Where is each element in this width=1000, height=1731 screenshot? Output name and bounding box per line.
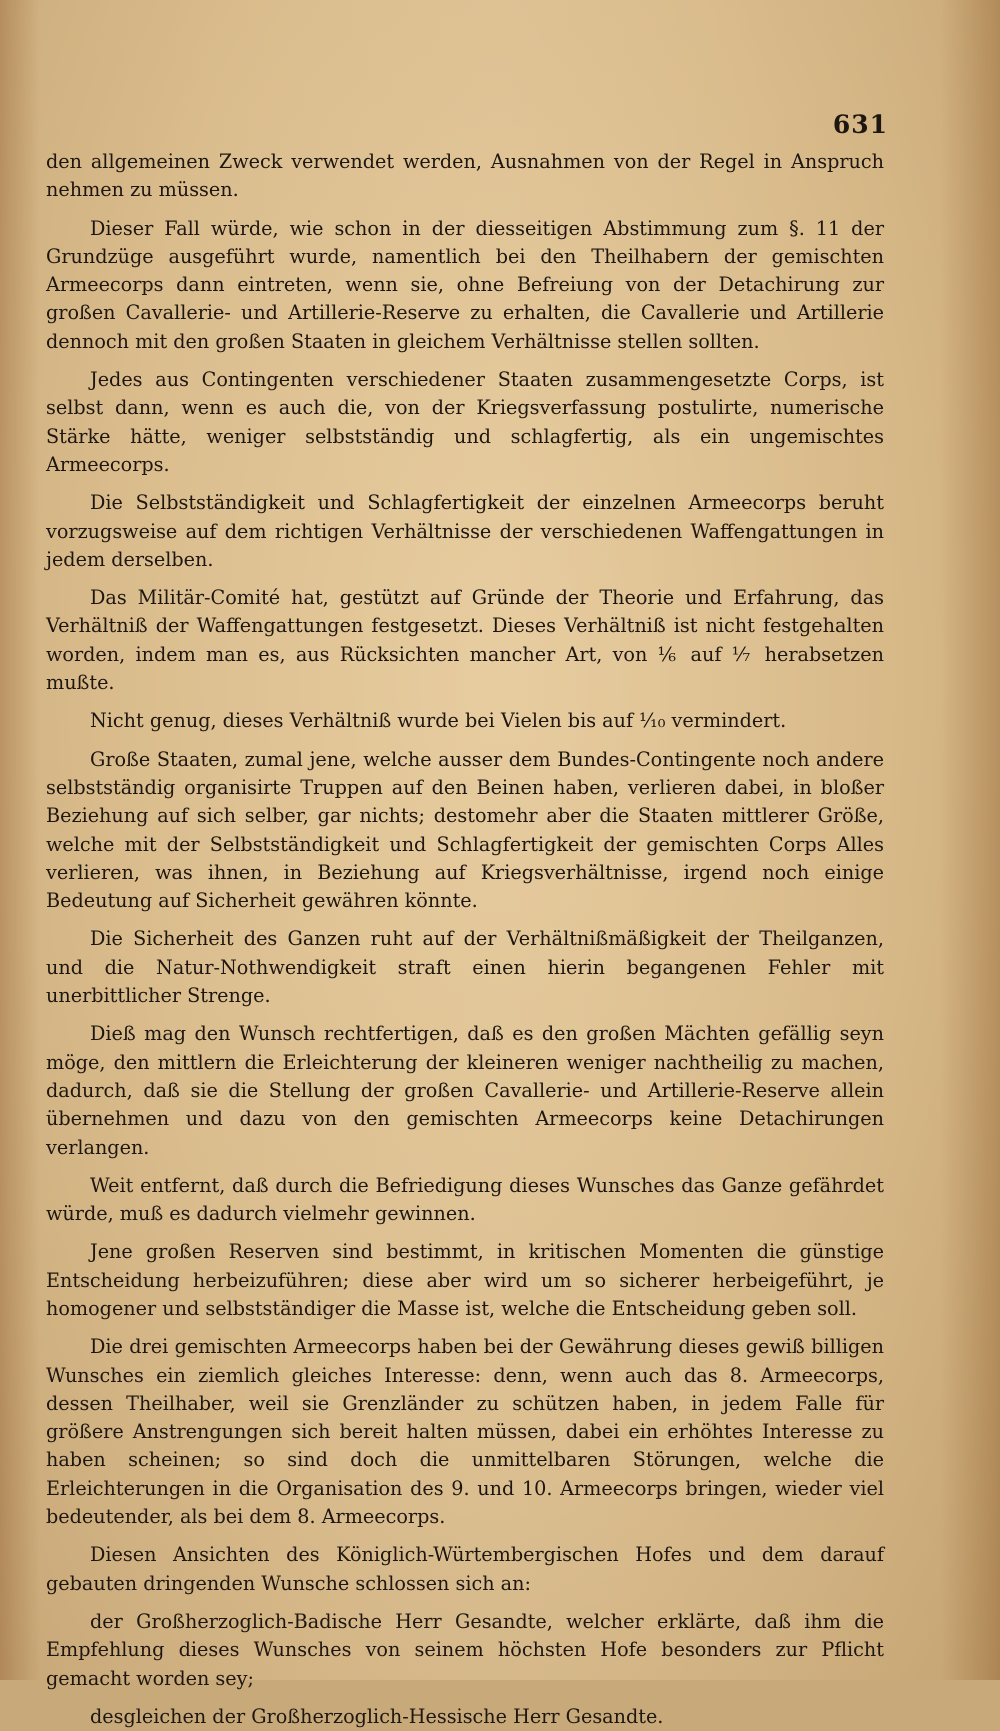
paragraph: Weit entfernt, daß durch die Befriedigung dieses Wunsches das Ganze gefährdet würde, muß es dadurch vielmehr gewinnen.	[46, 1173, 884, 1226]
paragraph: der Großherzoglich-Badische Herr Gesandte, welcher erklärte, daß ihm die Empfehlung dieses Wunsches von seinem höchsten Hofe besonders zur Pflicht gemacht worden sey;	[46, 1609, 884, 1690]
paragraph: Jedes aus Contingenten verschiedener Staaten zusammengesetzte Corps, ist selbst dann, wenn es auch die, von der Kriegsverfassung postulirte, numerische Stärke hätte, weniger selbstständig und schlagfertig, als ein ungemischtes Armeecorps.	[46, 368, 884, 476]
paragraph: Dieß mag den Wunsch rechtfertigen, daß es den großen Mächten gefällig seyn möge, den mittlern die Erleichterung der kleineren weniger nachtheilig zu machen, dadurch, daß sie die Stellung der großen Cavallerie- und Artillerie-Reserve allein übernehmen und dazu von den gemischten Armeecorps keine Detachirungen verlangen.	[46, 1022, 884, 1159]
paragraph: Jene großen Reserven sind bestimmt, in kritischen Momenten die günstige Entscheidung herbeizuführen; diese aber wird um so sicherer herbeigeführt, je homogener und selbstständiger die Masse ist, welche die Entscheidung geben soll.	[46, 1240, 884, 1320]
paragraph: Das Militär-Comité hat, gestützt auf Gründe der Theorie und Erfahrung, das Verhältniß der Waffengattungen festgesetzt. Dieses Verhältniß ist nicht festgehalten worden, indem man es, aus Rücksichten mancher Art, von ⅙ auf ⅐ herabsetzen mußte.	[46, 586, 884, 695]
paragraph: Die Selbstständigkeit und Schlagfertigkeit der einzelnen Armeecorps beruht vorzugsweise auf dem richtigen Verhältnisse der verschiedenen Waffengattungen in jedem derselben.	[46, 491, 884, 571]
body-text	[46, 148, 884, 1731]
paragraph: Dieser Fall würde, wie schon in der diesseitigen Abstimmung zum §. 11 der Grundzüge ausgeführt wurde, namentlich bei den Theilhabern der gemischten Armeecorps dann eintreten, wenn sie, ohne Befreiung von der Detachirung zur großen Cavallerie- und Artillerie-Reserve zu erhalten, die Cavallerie und Artillerie dennoch mit den großen Staaten in gleichem Verhältnisse stellen sollten.	[46, 216, 884, 353]
paragraph: Die drei gemischten Armeecorps haben bei der Gewährung dieses gewiß billigen Wunsches ein ziemlich gleiches Interesse: denn, wenn auch das 8. Armeecorps, dessen Theilhaber, weil sie Grenzländer zu schützen haben, in jedem Falle für größere Anstrengungen sich bereit halten müssen, dabei ein erhöhtes Interesse zu haben scheinen; so sind doch die unmittelbaren Störungen, welche die Erleichterungen in die Organisation des 9. und 10. Armeecorps bringen, wieder viel bedeutender, als bei dem 8. Armeecorps.	[46, 1335, 884, 1529]
paragraph: Große Staaten, zumal jene, welche ausser dem Bundes-Contingente noch andere selbstständig organisirte Truppen auf den Beinen haben, verlieren dabei, in bloßer Beziehung auf sich selber, gar nichts; destomehr aber die Staaten mittlerer Größe, welche mit der Selbstständigkeit und Schlagfertigkeit der gemischten Corps Alles verlieren, was ihnen, in Beziehung auf Kriegsverhältnisse, irgend noch einige Bedeutung auf Sicherheit gewähren könnte.	[46, 747, 884, 913]
paragraph: Diesen Ansichten des Königlich-Würtembergischen Hofes und dem darauf gebauten dringenden Wunsche schlossen sich an:	[46, 1543, 884, 1595]
paragraph: den allgemeinen Zweck verwendet werden, Ausnahmen von der Regel in Anspruch nehmen zu müssen.	[46, 150, 884, 202]
paragraph: Die Sicherheit des Ganzen ruht auf der Verhältnißmäßigkeit der Theilganzen, und die Natur-Nothwendigkeit straft einen hierin begangenen Fehler mit unerbittlicher Strenge.	[46, 927, 884, 1008]
paragraph: Nicht genug, dieses Verhältniß wurde bei Vielen bis auf ⅒ vermindert.	[90, 709, 787, 733]
page-number: 631	[832, 110, 888, 139]
paragraph: desgleichen der Großherzoglich-Hessische Herr Gesandte.	[90, 1704, 664, 1728]
